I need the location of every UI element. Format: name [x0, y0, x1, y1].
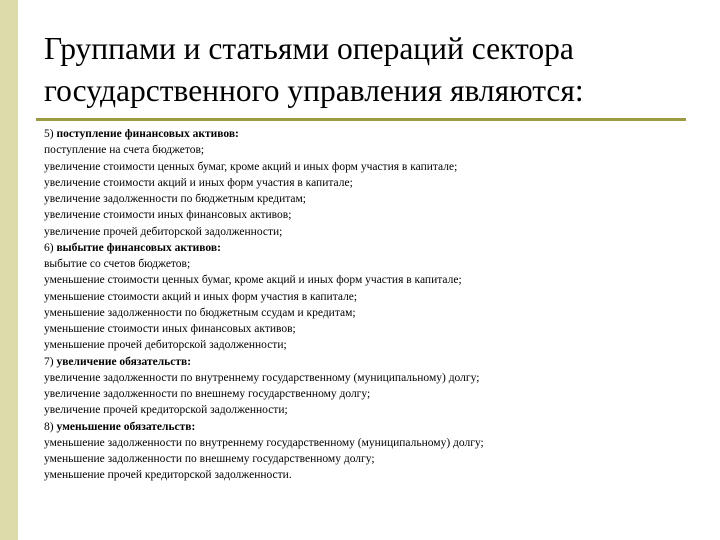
list-item: увеличение стоимости ценных бумаг, кроме акций и иных форм участия в капитале;: [44, 160, 458, 173]
section-7: [44, 354, 704, 419]
list-item: уменьшение стоимости иных финансовых активов;: [44, 323, 296, 335]
list-item: увеличение прочей кредиторской задолженности;: [44, 404, 288, 417]
section-title: увеличение обязательств:: [56, 355, 192, 368]
list-item: уменьшение прочей кредиторской задолженности.: [44, 469, 292, 482]
list-item: уменьшение стоимости ценных бумаг, кроме акций и иных форм участия в капитале;: [44, 274, 462, 287]
list-item: увеличение задолженности по внутреннему государственному (муниципальному) долгу;: [44, 371, 480, 384]
slide-body: [44, 126, 704, 484]
list-item: поступление на счета бюджетов;: [44, 144, 205, 157]
list-item: увеличение задолженности по внешнему государственному долгу;: [44, 388, 371, 400]
section-number: 5): [44, 128, 54, 140]
section-heading: [44, 126, 704, 142]
list-item: уменьшение стоимости акций и иных форм участия в капитале;: [44, 290, 358, 303]
section-number: 8): [44, 420, 54, 433]
slide-side-bar: [0, 0, 18, 540]
section-title: выбытие финансовых активов:: [56, 241, 221, 254]
list-item: уменьшение задолженности по внешнему государственному долгу;: [44, 453, 375, 465]
list-item: увеличение прочей дебиторской задолженности;: [44, 225, 283, 238]
section-5: [44, 126, 704, 240]
list-item: увеличение задолженности по бюджетным кредитам;: [44, 193, 307, 205]
section-number: 6): [44, 241, 54, 254]
list-item: уменьшение прочей дебиторской задолженности;: [44, 339, 287, 352]
section-heading: [44, 354, 704, 370]
section-number: 7): [44, 355, 54, 368]
section-title: поступление финансовых активов:: [56, 128, 239, 140]
title-underline: [36, 118, 686, 121]
list-item: уменьшение задолженности по бюджетным ссудам и кредитам;: [44, 306, 356, 319]
slide-title: [44, 28, 704, 112]
section-heading: [44, 419, 704, 435]
section-8: [44, 419, 704, 484]
list-item: уменьшение задолженности по внутреннему государственному (муниципальному) долгу;: [44, 436, 484, 449]
slide-title-line-1: Группами и статьями операций сектора: [44, 31, 574, 66]
section-heading: [44, 240, 704, 256]
section-title: уменьшение обязательств:: [56, 420, 196, 433]
list-item: выбытие со счетов бюджетов;: [44, 258, 191, 270]
section-6: [44, 240, 704, 354]
slide-title-line-2: государственного управления являются:: [44, 73, 584, 108]
list-item: увеличение стоимости акций и иных форм участия в капитале;: [44, 176, 353, 189]
list-item: увеличение стоимости иных финансовых активов;: [44, 209, 292, 222]
